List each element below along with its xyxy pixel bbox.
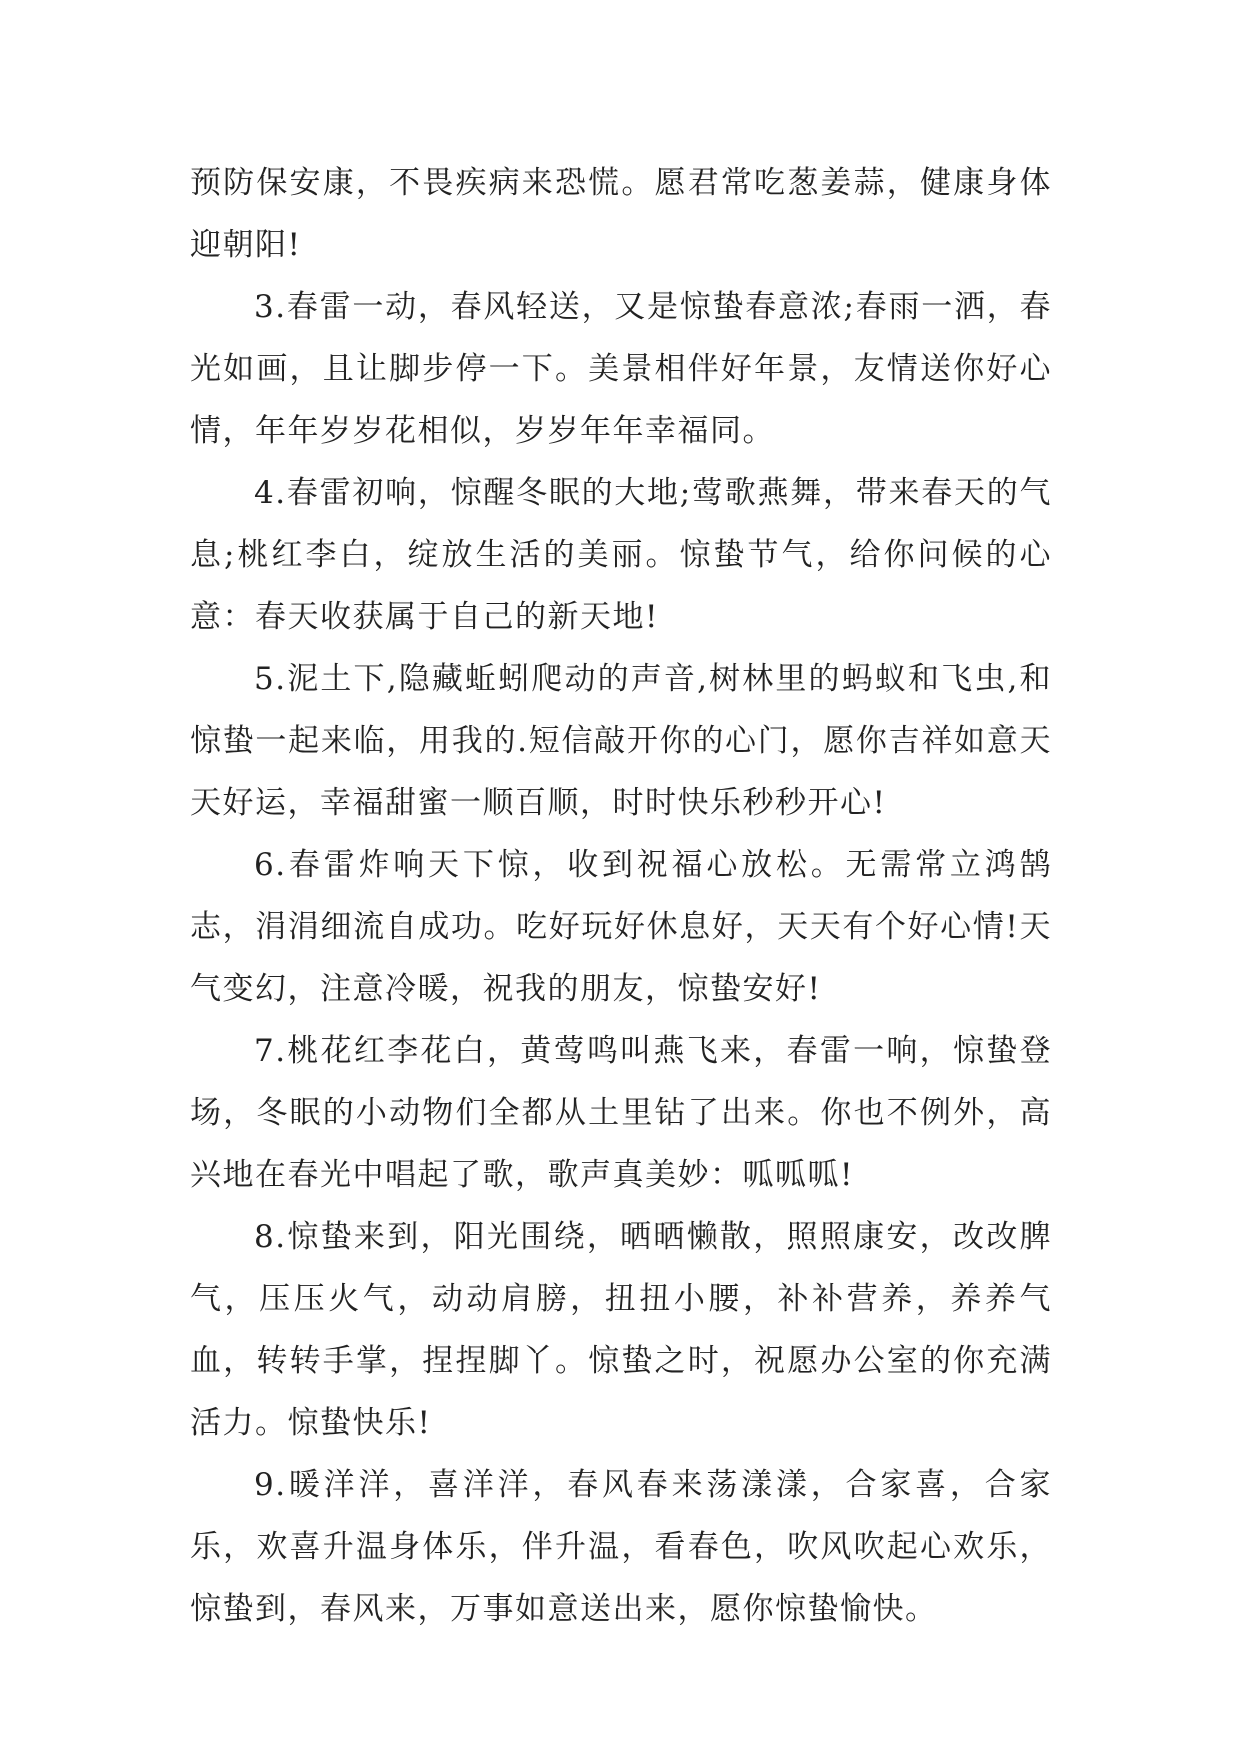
- paragraph-item-8: 8.惊蛰来到，阳光围绕，晒晒懒散，照照康安，改改脾气，压压火气，动动肩膀，扭扭小腰，补补营养，养养气血，转转手掌，捏捏脚丫。惊蛰之时，祝愿办公室的你充满活力。惊蛰快乐!: [190, 1219, 1052, 1441]
- paragraph-item-4: 4.春雷初响，惊醒冬眠的大地;莺歌燕舞，带来春天的气息;桃红李白，绽放生活的美丽。惊蛰节气，给你问候的心意：春天收获属于自己的新天地!: [190, 475, 1052, 635]
- document-body: [190, 152, 1052, 1640]
- paragraph-continuation: 预防保安康，不畏疾病来恐慌。愿君常吃葱姜蒜，健康身体迎朝阳!: [190, 165, 1052, 263]
- paragraph-item-5: 5.泥土下,隐藏蚯蚓爬动的声音,树林里的蚂蚁和飞虫,和惊蛰一起来临，用我的.短信敲开你的心门，愿你吉祥如意天天好运，幸福甜蜜一顺百顺，时时快乐秒秒开心!: [190, 661, 1052, 821]
- paragraph-item-3: 3.春雷一动，春风轻送，又是惊蛰春意浓;春雨一洒，春光如画，且让脚步停一下。美景相伴好年景，友情送你好心情，年年岁岁花相似，岁岁年年幸福同。: [190, 289, 1052, 449]
- paragraph-item-6: 6.春雷炸响天下惊，收到祝福心放松。无需常立鸿鹄志，涓涓细流自成功。吃好玩好休息好，天天有个好心情!天气变幻，注意冷暖，祝我的朋友，惊蛰安好!: [190, 847, 1052, 1007]
- paragraph-item-9: 9.暖洋洋，喜洋洋，春风春来荡漾漾，合家喜，合家乐，欢喜升温身体乐，伴升温，看春色，吹风吹起心欢乐，惊蛰到，春风来，万事如意送出来，愿你惊蛰愉快。: [190, 1467, 1052, 1627]
- paragraph-item-7: 7.桃花红李花白，黄莺鸣叫燕飞来，春雷一响，惊蛰登场，冬眠的小动物们全都从土里钻了出来。你也不例外，高兴地在春光中唱起了歌，歌声真美妙：呱呱呱!: [190, 1033, 1052, 1193]
